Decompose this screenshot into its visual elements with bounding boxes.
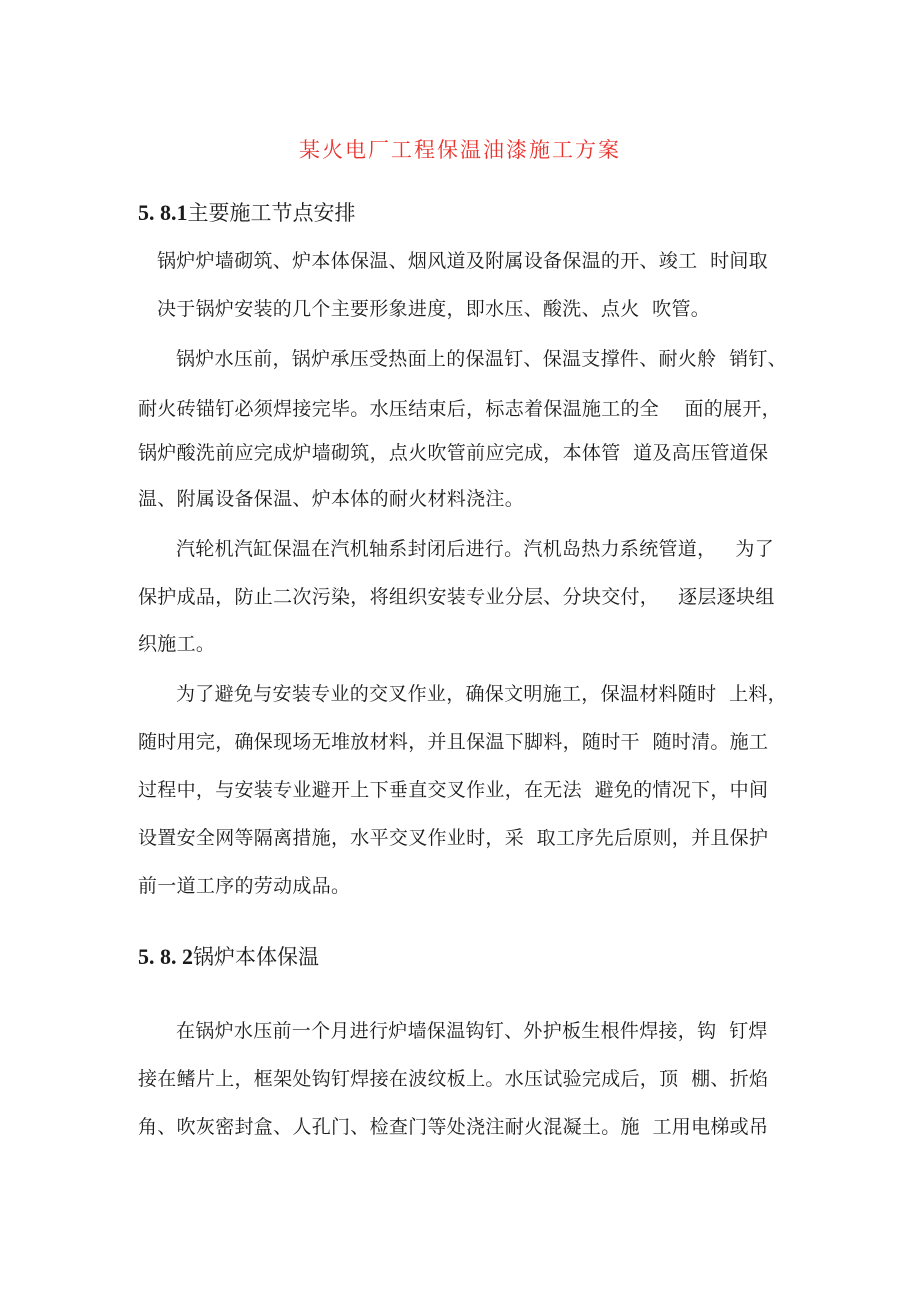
paragraph-line: 锅炉炉墙砌筑、炉本体保温、烟风道及附属设备保温的开、竣工 时间取 [157,250,768,272]
section-heading-581 [138,198,356,228]
paragraph-line: 保护成品，防止二次污染，将组织安装专业分层、分块交付， 逐层逐块组 [138,586,775,608]
paragraph-line: 锅炉酸洗前应完成炉墙砌筑，点火吹管前应完成，本体管 道及高压管道保 [138,442,769,464]
paragraph-line: 锅炉水压前，锅炉承压受热面上的保温钉、保温支撑件、耐火舲 销钉、 [176,348,787,370]
paragraph-line: 设置安全网等隔离措施，水平交叉作业时，采 取工序先后原则，并且保护 [138,827,769,849]
paragraph-line: 在锅炉水压前一个月进行炉墙保温钩钉、外护板生根件焊接，钩 钉焊 [176,1020,768,1042]
paragraph-line: 织施工。 [138,633,216,655]
paragraph-line: 耐火砖锚钉必须焊接完毕。水压结束后，标志着保温施工的全 面的展开， [138,398,781,420]
section-heading-582 [138,942,319,972]
paragraph-line: 决于锅炉安装的几个主要形象进度，即水压、酸洗、点火 吹管。 [157,298,711,320]
paragraph-line: 随时用完，确保现场无堆放材料，并且保温下脚料，随时干 随时清。施工 [138,731,769,753]
paragraph-line: 角、吹灰密封盒、人孔门、检查门等处浇注耐火混凝土。施 工用电梯或吊 [138,1116,769,1138]
section-number: 5. 8.1 [138,200,188,225]
paragraph-line: 过程中，与安装专业避开上下垂直交叉作业，在无法 避免的情况下，中间 [138,779,769,801]
paragraph-line: 汽轮机汽缸保温在汽机轴系封闭后进行。汽机岛热力系统管道， 为了 [176,538,775,560]
section-title: 主要施工节点安排 [187,201,356,225]
paragraph-line: 前一道工序的劳动成品。 [138,875,351,897]
section-number: 5. 8. 2 [138,944,193,969]
document-title: 某火电厂工程保温油漆施工方案 [299,138,621,162]
paragraph-line: 为了避免与安装专业的交叉作业，确保文明施工，保温材料随时 上料， [176,683,787,705]
section-title: 锅炉本体保温 [193,945,319,969]
paragraph-line: 温、附属设备保温、炉本体的耐火材料浇注。 [138,488,525,510]
paragraph-line: 接在鳍片上，框架处钩钉焊接在波纹板上。水压试验完成后，顶 棚、折焰 [138,1068,769,1090]
